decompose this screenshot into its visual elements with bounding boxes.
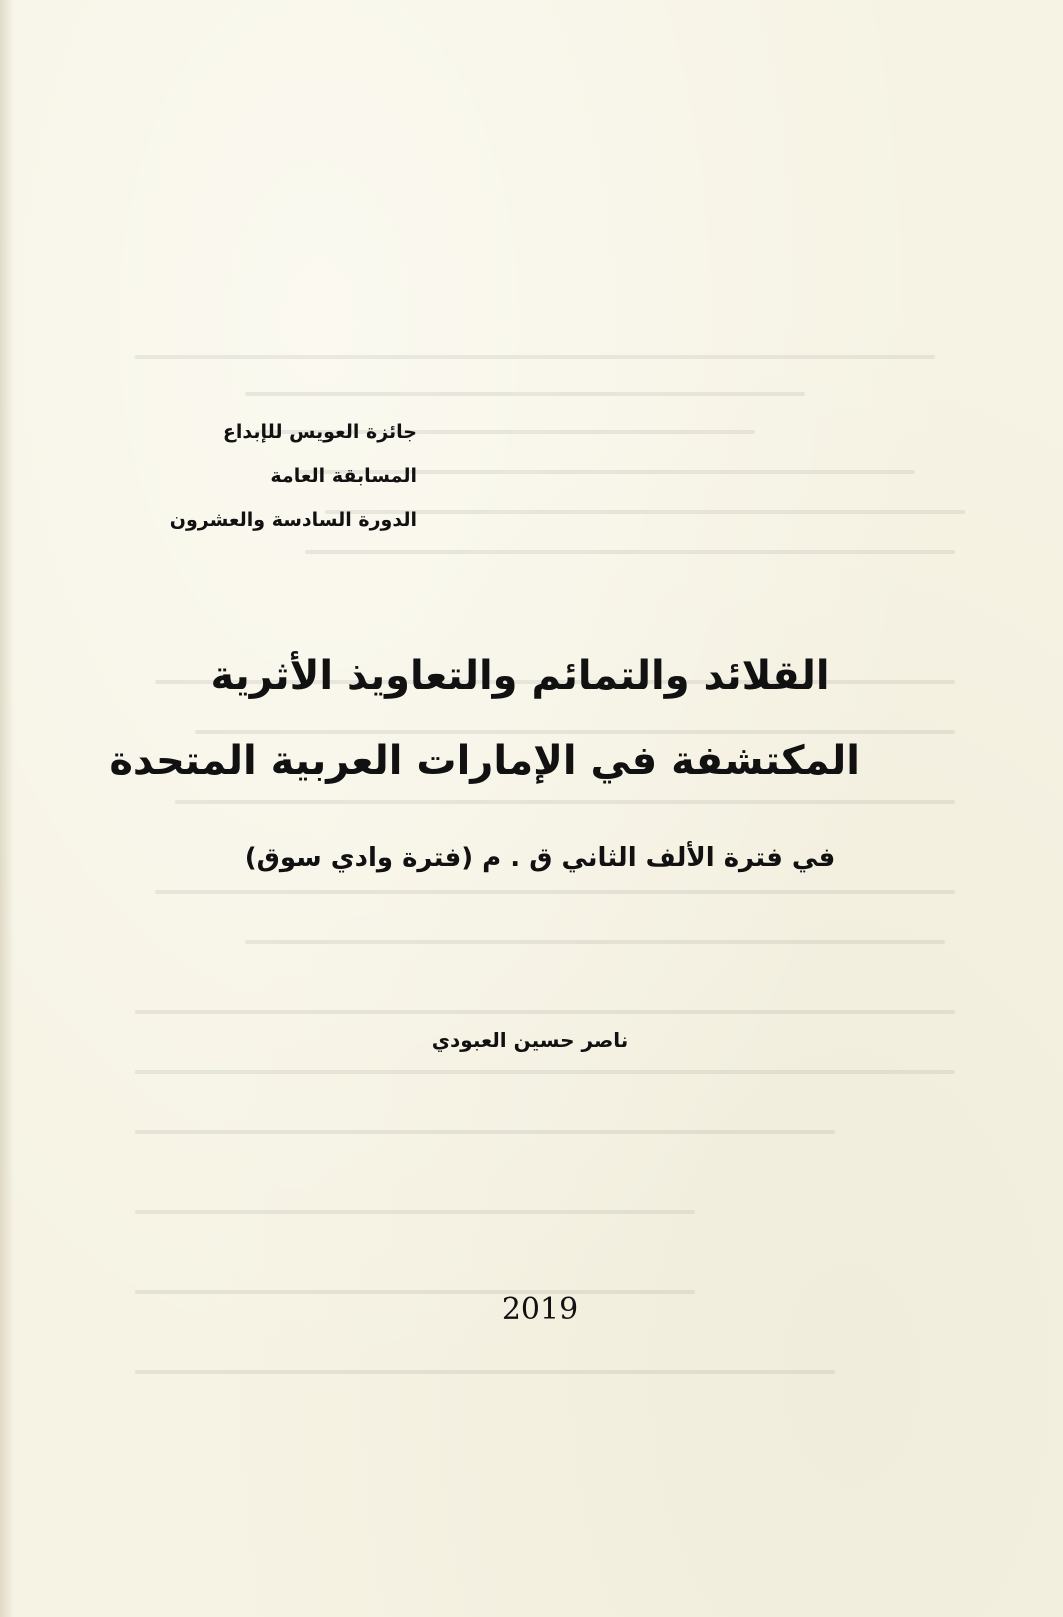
book-subtitle: في فترة الألف الثاني ق . م (فترة وادي سوق) <box>244 843 836 873</box>
book-title-line-2: المكتشفة في الإمارات العربية المتحدة <box>109 738 860 784</box>
award-session: الدورة السادسة والعشرون <box>169 509 417 531</box>
publication-year: 2019 <box>501 1292 579 1327</box>
author-name: ناصر حسين العبودي <box>431 1028 629 1052</box>
award-competition: المسابقة العامة <box>270 465 417 487</box>
page-edge-shadow <box>0 0 14 1617</box>
award-block <box>37 410 417 542</box>
book-title-line-1: القلائد والتمائم والتعاويذ الأثرية <box>210 653 830 699</box>
award-name: جائزة العويس للإبداع <box>222 421 417 443</box>
